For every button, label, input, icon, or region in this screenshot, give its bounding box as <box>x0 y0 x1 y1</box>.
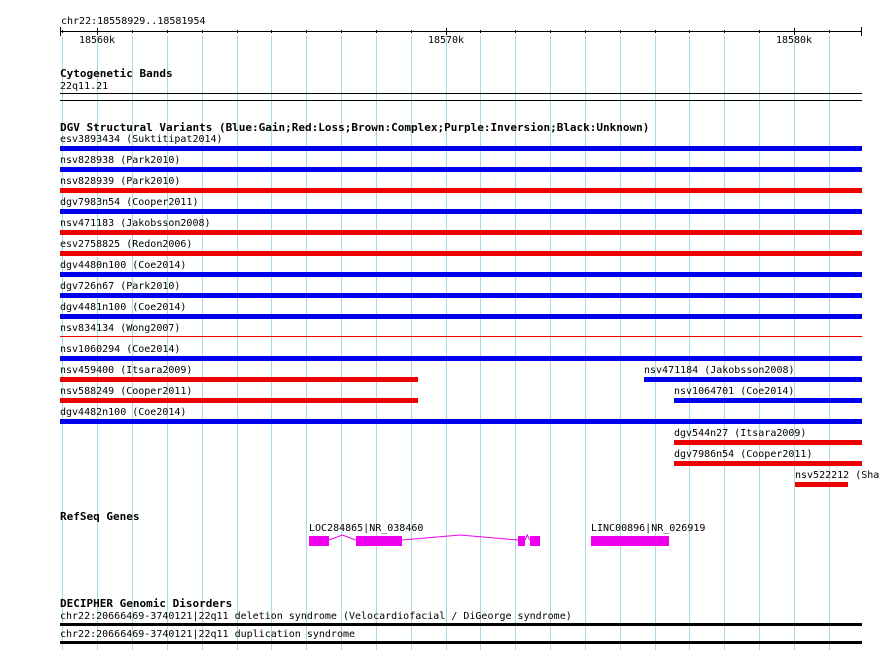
variant-bar-loss[interactable] <box>60 377 418 382</box>
ruler-tick-label: 18570k <box>427 35 465 46</box>
ruler-tick <box>794 28 795 35</box>
ruler-tick <box>829 30 830 33</box>
variant-label[interactable]: nsv828938 (Park2010) <box>60 155 181 166</box>
dgv-track-header[interactable]: DGV Structural Variants (Blue:Gain;Red:Loss;Brown:Complex;Purple:Inversion;Black:Unknown) <box>60 121 650 134</box>
variant-label[interactable]: nsv1060294 (Coe2014) <box>60 344 181 355</box>
ruler-tick <box>446 28 447 35</box>
variant-label[interactable]: esv2758825 (Redon2006) <box>60 239 193 250</box>
variant-label[interactable]: dgv7983n54 (Cooper2011) <box>60 197 199 208</box>
decipher-item-label[interactable]: chr22:20666469-3740121|22q11 duplication syndrome <box>60 629 356 640</box>
ruler-tick <box>759 30 760 33</box>
refseq-track-header[interactable]: RefSeq Genes <box>60 510 140 523</box>
variant-label[interactable]: nsv471184 (Jakobsson2008) <box>644 365 795 376</box>
variant-label[interactable]: esv3893434 (Suktitipat2014) <box>60 134 223 145</box>
variant-label[interactable]: nsv1064701 (Coe2014) <box>674 386 795 397</box>
gene-intron <box>525 535 530 540</box>
cytoband-band-bottom <box>60 100 862 101</box>
ruler-tick <box>689 30 690 33</box>
ruler-end-cap <box>861 27 862 36</box>
cytoband-band-top <box>60 93 862 94</box>
gene-exon[interactable] <box>356 536 402 546</box>
gene-intron <box>329 535 356 540</box>
ruler-axis <box>60 31 862 32</box>
variant-label[interactable]: nsv828939 (Park2010) <box>60 176 181 187</box>
cytoband-track-header[interactable]: Cytogenetic Bands <box>60 67 173 80</box>
gene-intron <box>402 535 518 540</box>
ruler-tick <box>132 30 133 33</box>
ruler-tick-label: 18580k <box>775 35 813 46</box>
variant-bar-loss[interactable] <box>674 461 862 466</box>
gene-exon[interactable] <box>530 536 540 546</box>
decipher-item-bar[interactable] <box>60 641 862 644</box>
variant-label[interactable]: dgv4481n100 (Coe2014) <box>60 302 187 313</box>
ruler-tick <box>62 30 63 33</box>
variant-label[interactable]: nsv471183 (Jakobsson2008) <box>60 218 211 229</box>
variant-label[interactable]: dgv7986n54 (Cooper2011) <box>674 449 813 460</box>
ruler-tick <box>724 30 725 33</box>
ruler-tick <box>655 30 656 33</box>
ruler-tick <box>585 30 586 33</box>
ruler-tick <box>620 30 621 33</box>
decipher-item-label[interactable]: chr22:20666469-3740121|22q11 deletion syndrome (Velocardiofacial / DiGeorge syndrome) <box>60 611 572 622</box>
cytoband-label: 22q11.21 <box>60 81 109 92</box>
ruler-tick <box>341 30 342 33</box>
gene-exon[interactable] <box>591 536 669 546</box>
variant-bar-loss[interactable] <box>60 188 862 193</box>
variant-label[interactable]: nsv588249 (Cooper2011) <box>60 386 193 397</box>
gene-label[interactable]: LINC00896|NR_026919 <box>591 523 706 534</box>
ruler-tick <box>237 30 238 33</box>
variant-bar-loss[interactable] <box>60 398 418 403</box>
variant-bar-gain[interactable] <box>60 419 862 424</box>
variant-label[interactable]: dgv4482n100 (Coe2014) <box>60 407 187 418</box>
variant-bar-loss[interactable] <box>60 336 862 337</box>
ruler-end-cap <box>60 27 61 36</box>
variant-bar-gain[interactable] <box>60 209 862 214</box>
ruler-tick <box>480 30 481 33</box>
ruler-tick <box>515 30 516 33</box>
ruler-tick <box>167 30 168 33</box>
variant-label[interactable]: nsv522212 (Sha <box>795 470 880 481</box>
variant-bar-loss[interactable] <box>60 230 862 235</box>
variant-bar-gain[interactable] <box>60 314 862 319</box>
variant-bar-gain[interactable] <box>60 272 862 277</box>
variant-bar-loss[interactable] <box>795 482 848 487</box>
ruler-tick <box>271 30 272 33</box>
variant-bar-loss[interactable] <box>674 440 862 445</box>
ruler-tick <box>306 30 307 33</box>
ruler-title: chr22:18558929..18581954 <box>61 16 206 27</box>
variant-bar-gain[interactable] <box>60 167 862 172</box>
decipher-track-header[interactable]: DECIPHER Genomic Disorders <box>60 597 233 610</box>
ruler-tick <box>376 30 377 33</box>
variant-label[interactable]: dgv544n27 (Itsara2009) <box>674 428 807 439</box>
variant-bar-loss[interactable] <box>60 251 862 256</box>
gene-exon[interactable] <box>309 536 329 546</box>
ruler-tick <box>202 30 203 33</box>
decipher-item-bar[interactable] <box>60 623 862 626</box>
gene-exon[interactable] <box>518 536 525 546</box>
ruler-tick <box>550 30 551 33</box>
variant-bar-gain[interactable] <box>60 293 862 298</box>
variant-bar-gain[interactable] <box>60 146 862 151</box>
variant-label[interactable]: dgv4480n100 (Coe2014) <box>60 260 187 271</box>
variant-label[interactable]: nsv834134 (Wong2007) <box>60 323 181 334</box>
gene-label[interactable]: LOC284865|NR_038460 <box>309 523 424 534</box>
ruler-tick-label: 18560k <box>78 35 116 46</box>
ruler-tick <box>411 30 412 33</box>
variant-bar-gain[interactable] <box>674 398 862 403</box>
variant-label[interactable]: nsv459400 (Itsara2009) <box>60 365 193 376</box>
ruler-tick <box>97 28 98 35</box>
gene-models <box>0 530 890 560</box>
variant-label[interactable]: dgv726n67 (Park2010) <box>60 281 181 292</box>
variant-bar-gain[interactable] <box>644 377 862 382</box>
variant-bar-gain[interactable] <box>60 356 862 361</box>
